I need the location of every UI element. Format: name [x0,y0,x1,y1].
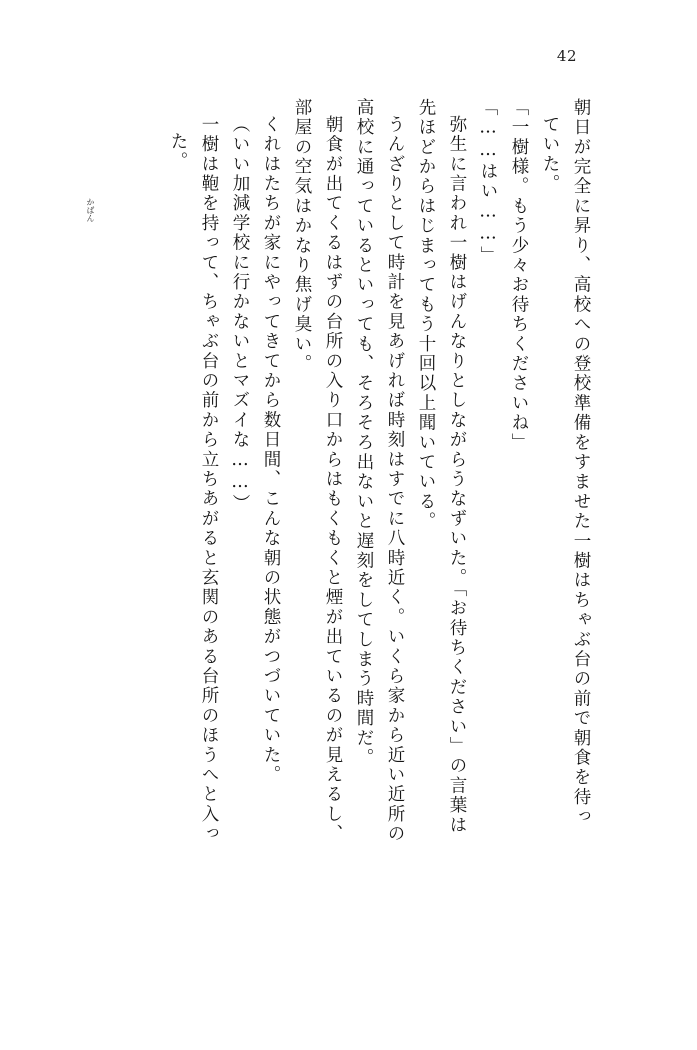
text-column: 「……はい……」 [478,98,498,266]
text-column: うんざりとして時計を見あげれば時刻はすでに八時近く。いくら家から近い近所の [385,115,405,844]
text-column: 弥生に言われ一樹はげんなりとしながらうなずいた。「お待ちください」の言葉は [447,115,467,836]
vertical-text-body [45,98,589,983]
text-column: 「一樹様。もう少々お待ちくださいね」 [509,98,529,453]
text-column: 朝日が完全に昇り、高校への登校準備をすませた一樹はちゃぶ台の前で朝食を待っ [571,98,591,827]
text-column: （いい加減学校に行かないとマズイな……） [230,115,250,514]
text-column: 一樹は鞄を持って、ちゃぶ台の前から立ちあがると玄関のある台所のほうへと入っ [199,115,219,844]
text-column: ていた。 [540,115,560,194]
page-number: 42 [556,47,577,65]
text-column: 部屋の空気はかなり焦げ臭い。 [292,98,312,374]
text-column: 先ほどからはじまってもう十回以上聞いている。 [416,98,436,532]
text-column: 高校に通っているといっても、そろそろ出ないと遅刻をしてしまう時間だ。 [354,98,374,768]
text-column: くれはたちが家にやってきてから数日間、こんな朝の状態がつづいていた。 [261,115,281,785]
text-column: 朝食が出てくるはずの台所の入り口からはもくもくと煙が出ているのが見えるし、 [323,115,343,844]
ruby-annotation-kaban: かばん [86,198,95,222]
text-column: た。 [168,132,188,172]
